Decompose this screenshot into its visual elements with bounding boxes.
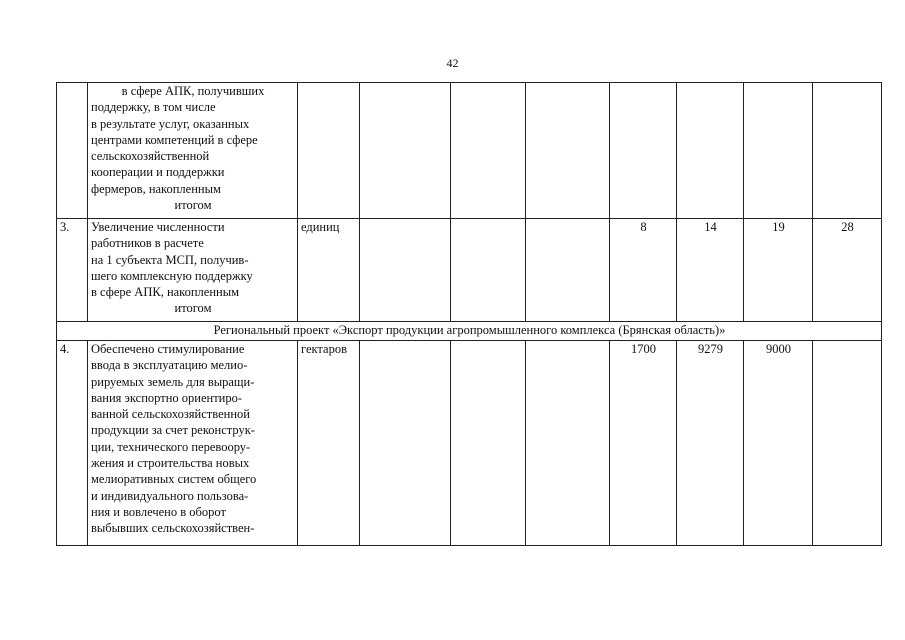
name-line: жения и строительства новых (91, 456, 250, 471)
table-row (57, 83, 882, 219)
value-cell: 9000 (744, 341, 813, 546)
value-cell (813, 83, 882, 219)
name-line: фермеров, накопленным (91, 181, 221, 196)
value-cell: 28 (813, 219, 882, 322)
value-cell: 14 (677, 219, 744, 322)
name-line: мелиоративных систем общего (91, 472, 257, 487)
name-line: в результате услуг, оказанных (91, 116, 250, 131)
value-cell (360, 83, 451, 219)
unit-cell: единиц (298, 219, 360, 322)
name-line: поддержку, в том числе (91, 100, 216, 115)
name-line: вания экспортно ориентиро- (91, 390, 243, 405)
name-line: ванной сельскохозяйственной (91, 407, 250, 422)
value-cell (451, 219, 526, 322)
name-line: ции, технического перевоору- (91, 439, 251, 454)
name-line: Увеличение численности (91, 220, 225, 234)
table-row (57, 219, 882, 322)
row-number: 3. (57, 219, 88, 322)
value-cell (677, 83, 744, 219)
indicator-name (88, 341, 298, 546)
value-cell (813, 341, 882, 546)
name-line: сельскохозяйственной (91, 149, 210, 164)
name-line: на 1 субъекта МСП, получив- (91, 252, 249, 267)
value-cell (526, 341, 610, 546)
unit-cell (298, 83, 360, 219)
value-cell (451, 341, 526, 546)
indicator-name (88, 83, 298, 219)
name-line: Обеспечено стимулирование (91, 342, 245, 356)
name-line: рируемых земель для выращи- (91, 374, 255, 389)
name-line: работников в расчете (91, 236, 204, 251)
value-cell (610, 83, 677, 219)
value-cell: 9279 (677, 341, 744, 546)
page-number: 42 (446, 56, 459, 70)
name-line: центрами компетенций в сфере (91, 132, 258, 147)
value-cell: 1700 (610, 341, 677, 546)
name-line: шего комплексную поддержку (91, 268, 253, 283)
value-cell (360, 219, 451, 322)
unit-cell: гектаров (298, 341, 360, 546)
name-line: итогом (174, 198, 212, 213)
value-cell (744, 83, 813, 219)
name-line: и индивидуального пользова- (91, 488, 249, 503)
indicator-name (88, 219, 298, 322)
value-cell (360, 341, 451, 546)
value-cell (526, 83, 610, 219)
name-line: в сфере АПК, получивших (121, 84, 265, 98)
name-line: в сфере АПК, накопленным (91, 285, 240, 300)
table-row (57, 341, 882, 546)
name-line: ния и вовлечено в оборот (91, 504, 226, 519)
value-cell: 19 (744, 219, 813, 322)
name-line: кооперации и поддержки (91, 165, 225, 180)
value-cell: 8 (610, 219, 677, 322)
name-line: итогом (174, 301, 212, 316)
name-line: выбывших сельскохозяйствен- (91, 521, 255, 536)
name-line: продукции за счет реконструк- (91, 423, 255, 438)
section-row (57, 322, 882, 341)
row-number (57, 83, 88, 219)
row-number: 4. (57, 341, 88, 546)
value-cell (526, 219, 610, 322)
indicators-table (56, 82, 882, 546)
value-cell (451, 83, 526, 219)
section-title: Региональный проект «Экспорт продукции агропромышленного комплекса (Брянская область)» (57, 322, 882, 341)
name-line: ввода в эксплуатацию мелио- (91, 358, 248, 373)
